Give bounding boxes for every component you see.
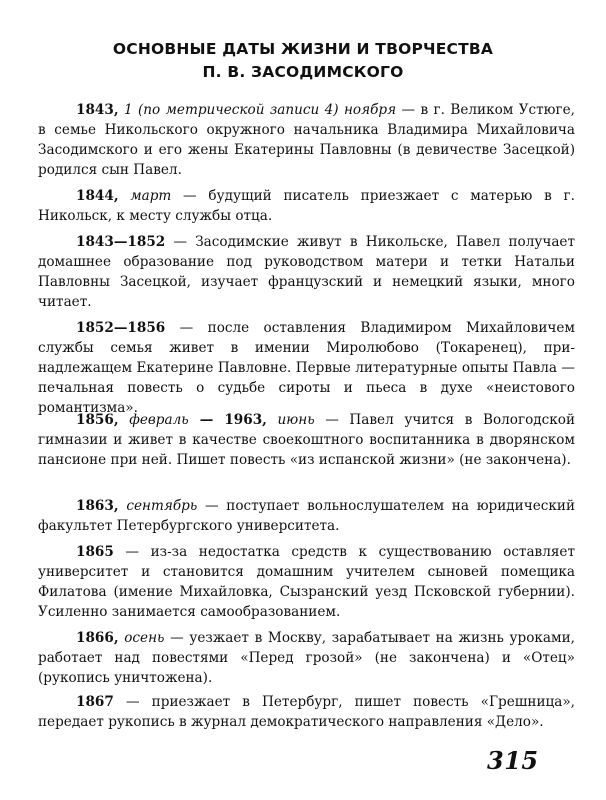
entry-date: 1 (по метрической записи 4) ноября <box>123 102 397 118</box>
chronology-entry <box>38 542 575 622</box>
chronology-entry <box>38 628 575 688</box>
entry-year: 1863, <box>76 498 119 514</box>
entry-year: 1867 <box>76 694 114 710</box>
chronology-entry <box>38 410 575 470</box>
entry-text: — из-за недостатка средств к существованию оставляет университет и становится домашним учителем сыновей помещика Филатова (имение Михайловка, Сызранский уезд Псковской губернии). Усиленно занимается самообразованием. <box>38 544 575 620</box>
entry-date: осень <box>124 630 165 646</box>
entry-text: — Засодимские живут в Никольске, Павел получает домашнее образование под руководством матери и тетки Натальи Павловны Засецкой, изучает французский и немецкий языки, много читает. <box>38 234 575 310</box>
page-number: 315 <box>487 746 539 775</box>
chronology-entry <box>38 318 575 418</box>
entry-year: 1856, <box>76 412 119 428</box>
chronology-entry <box>38 496 575 536</box>
entry-text: — приезжает в Петербург, пишет повесть «Грешница», передает рукопись в журнал демократического направления «Дело». <box>38 694 575 730</box>
chronology-entry <box>38 186 575 226</box>
entry-year-end: 1963, <box>224 412 267 428</box>
entry-date-end: июнь <box>277 412 315 428</box>
entry-date: март <box>130 188 172 204</box>
entry-year: 1843, <box>76 102 119 118</box>
entry-year: 1852—1856 <box>76 320 166 336</box>
entry-year: 1865 <box>76 544 114 560</box>
entry-year: 1866, <box>76 630 119 646</box>
chronology-entry <box>38 692 575 732</box>
chronology-title-line-1: ОСНОВНЫЕ ДАТЫ ЖИЗНИ И ТВОРЧЕСТВА <box>112 40 494 58</box>
entry-year: 1844, <box>76 188 119 204</box>
entry-text: — уезжает в Москву, зарабатывает на жизнь уроками, работает над повестями «Перед грозой» (не закончена) и «Отец» (рукопись уничтожена). <box>38 630 575 686</box>
entry-text: — будущий писатель приезжает с матерью в г. Никольск, к месту службы отца. <box>38 188 575 224</box>
entry-text: — поступает вольнослушателем на юридический факультет Петербургского университета. <box>38 498 576 534</box>
entry-text: — Павел учится в Вологодской гимназии и живет в качестве своекоштного воспитанника в дворянском пансионе при ней. Пишет повесть «из испанской жизни» (не закончена). <box>38 412 575 468</box>
entry-date: февраль <box>129 412 189 428</box>
entry-year: 1843—1852 <box>76 234 166 250</box>
entry-separator: — <box>188 412 225 428</box>
chronology-entry <box>38 232 575 312</box>
entry-date: сентябрь <box>126 498 198 514</box>
entry-text: — после оставления Владимиром Михайловичем службы семья живет в имении Миролюбово (Токаренец), принадлежащем Екатерине Павловне. Первые литературные опыты Павла — печальная повесть о судьбе сироты и пьеса в духе «неистового романтизма». <box>38 320 575 416</box>
chronology-entry <box>38 100 575 180</box>
chronology-title-line-2: П. В. ЗАСОДИМСКОГО <box>202 63 404 81</box>
entry-text: — в г. Великом Устюге, в семье Никольского окружного начальника Владимира Михайловича Засодимского и его жены Екатерины Павловны (в девичестве Засецкой) родился сын Павел. <box>38 102 575 178</box>
